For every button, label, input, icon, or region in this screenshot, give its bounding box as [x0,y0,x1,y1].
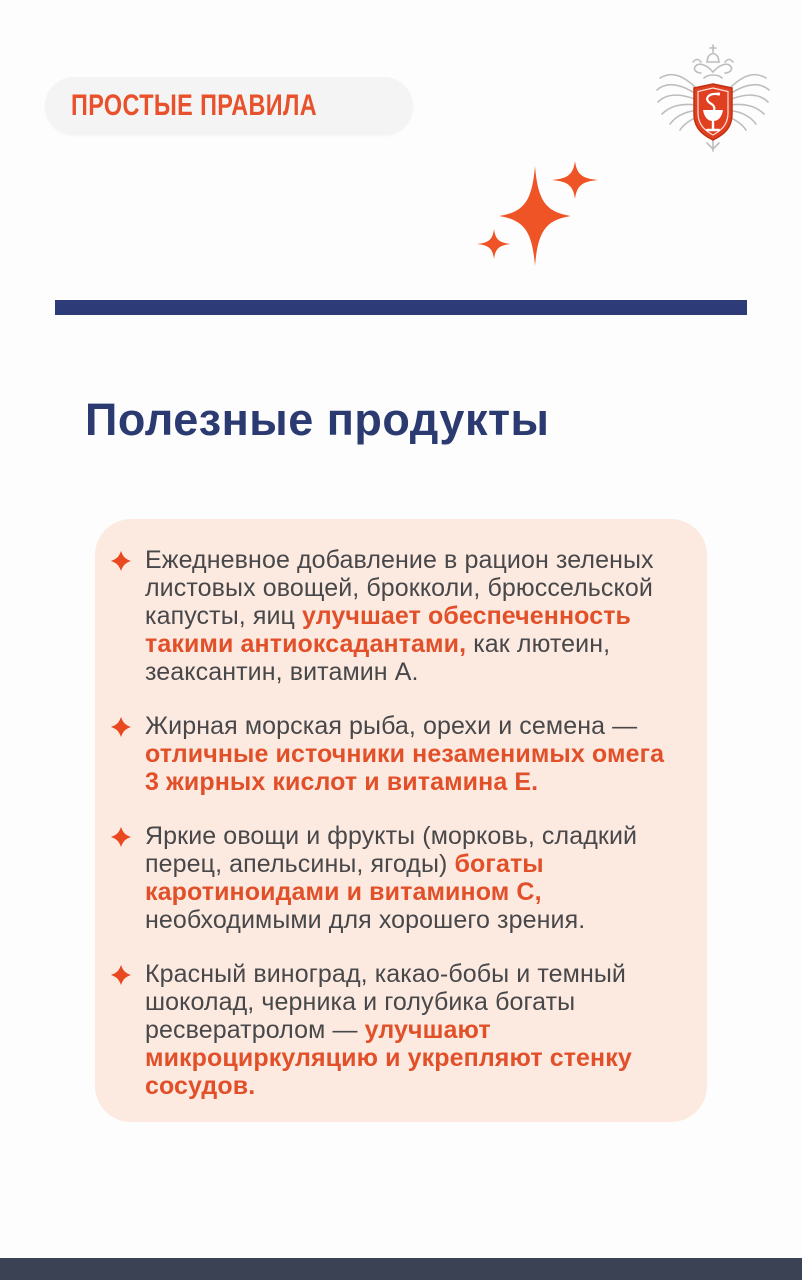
four-point-star-bullet-icon [110,550,132,572]
ministry-of-health-emblem-icon [652,42,774,154]
four-point-star-bullet-icon [110,716,132,738]
benefits-list [110,546,677,1100]
list-item [110,712,677,796]
list-item [110,546,677,686]
page-title: Полезные продукты [85,394,550,445]
list-item-text: Ежедневное добавление в рацион зеленых листовых овощей, брокколи, брюссельской капусты, яиц улучшает обеспеченность такими антиоксадантами, как лютеин, зеаксантин, витамин А. [145,546,654,686]
top-divider-bar [55,300,747,315]
four-point-star-bullet-icon [110,964,132,986]
simple-rules-badge-label: ПРОСТЫЕ ПРАВИЛА [71,89,318,122]
list-item [110,960,677,1100]
simple-rules-badge [45,77,413,135]
four-point-star-bullet-icon [110,826,132,848]
list-item-text: Жирная морская рыба, орехи и семена — отличные источники незаменимых омега 3 жирных кислот и витамина Е. [145,712,665,796]
list-item-text: Яркие овощи и фрукты (морковь, сладкий перец, апельсины, ягоды) богаты каротиноидами и витамином С, необходимыми для хорошего зрения. [145,822,638,934]
footer-bar [0,1258,802,1280]
benefits-card [95,519,707,1122]
list-item-text: Красный виноград, какао-бобы и темный шоколад, черника и голубика богаты ресвератролом — улучшают микроциркуляцию и укрепляют стенку сосудов. [145,960,632,1100]
sparkles-icon [468,152,603,267]
list-item [110,822,677,934]
